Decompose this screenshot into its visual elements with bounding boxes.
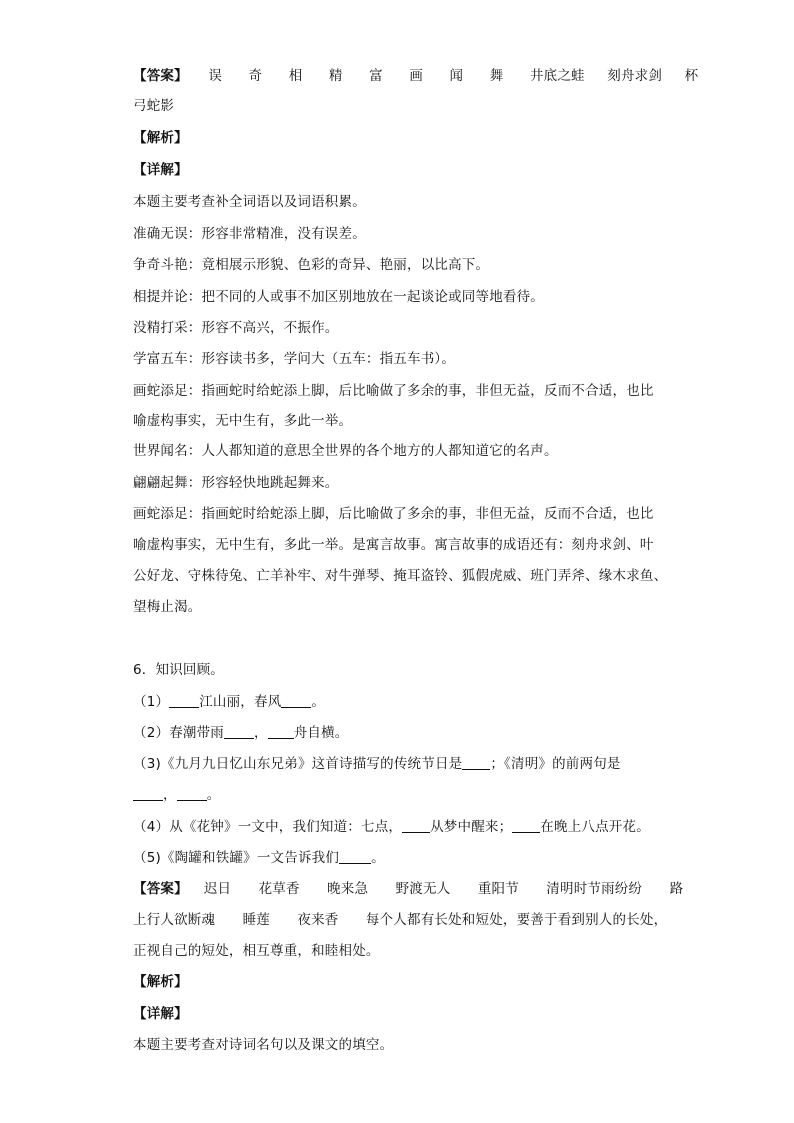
detail-line: 争奇斗艳：竟相展示形貌、色彩的奇异、艳丽，以比高下。 — [133, 257, 490, 273]
q6-title: 6．知识回顾。 — [133, 662, 224, 678]
answer-item: 舞 — [489, 68, 504, 84]
detail-line: 翩翩起舞：形容轻快地跳起舞来。 — [133, 475, 339, 491]
answer-tag: 【答案】 — [133, 68, 188, 84]
detail-tag: 【详解】 — [133, 1006, 188, 1022]
answer-items — [208, 68, 698, 84]
answer-item: 画 — [409, 68, 424, 84]
fill-blank — [281, 693, 311, 708]
fill-blank — [462, 755, 490, 770]
fill-blank — [268, 724, 294, 739]
item-text: 。 — [371, 850, 385, 866]
q6-item-3 — [133, 754, 621, 774]
detail-line: 本题主要考查补全词语以及词语积累。 — [133, 194, 366, 210]
answer-item: 精 — [328, 68, 343, 84]
detail-line: 画蛇添足：指画蛇时给蛇添上脚，后比喻做了多余的事，非但无益，反而不合适，也比 — [133, 506, 654, 522]
detail-line: 世界闻名：人人都知道的意思全世界的各个地方的人都知道它的名声。 — [133, 443, 558, 459]
fill-blank — [133, 786, 163, 801]
answer-item: 富 — [369, 68, 383, 84]
item-text: ， — [254, 725, 268, 741]
q6-item-4 — [133, 817, 650, 837]
q6-item-1 — [133, 692, 325, 712]
detail-tag: 【详解】 — [133, 162, 188, 178]
item-text: 舟自横。 — [293, 725, 349, 741]
detail-line: 画蛇添足：指画蛇时给蛇添上脚，后比喻做了多余的事，非但无益，反而不合适，也比 — [133, 383, 654, 399]
fill-blank — [177, 786, 207, 801]
answer-text: 迟日 花草香 晚来急 野渡无人 重阳节 清明时节雨纷纷 路 — [203, 881, 684, 897]
item-text: 在晚上八点开花。 — [540, 819, 650, 835]
fill-blank — [512, 818, 540, 833]
item-text: （4）从《花钟》一文中，我们知道：七点， — [133, 819, 403, 835]
analysis-tag: 【解析】 — [133, 130, 188, 146]
q5-answer-cont: 弓蛇影 — [133, 98, 175, 114]
fill-blank — [339, 849, 371, 864]
q6-item-2 — [133, 723, 349, 743]
fill-blank — [169, 693, 199, 708]
item-text: （1） — [133, 694, 170, 710]
item-text: ， — [163, 787, 177, 803]
item-text: 从梦中醒来； — [430, 819, 513, 835]
item-text: 。 — [206, 787, 221, 803]
fill-blank — [402, 818, 430, 833]
q6-item-5 — [133, 848, 385, 868]
detail-line: 本题主要考查对诗词名句以及课文的填空。 — [133, 1037, 394, 1053]
answer-item: 闻 — [449, 68, 464, 84]
detail-line: 没精打采：形容不高兴，不振作。 — [133, 320, 339, 336]
detail-line: 学富五车：形容读书多，学问大（五车：指五车书）。 — [133, 351, 456, 367]
detail-line: 望梅止渴。 — [133, 599, 202, 615]
q6-answer-line — [133, 879, 683, 899]
detail-line: 准确无误：形容非常精准，没有误差。 — [133, 226, 366, 242]
answer-item: 刻舟求剑 — [607, 68, 663, 84]
answer-item: 井底之蛙 — [529, 68, 585, 84]
q6-answer-line: 上行人欲断魂 睡莲 夜来香 每个人都有长处和短处，要善于看到别人的长处， — [133, 912, 668, 928]
item-text: （3)《九月九日忆山东兄弟》这首诗描写的传统节日是 — [133, 756, 463, 772]
answer-item: 相 — [288, 68, 303, 84]
item-text: 。 — [311, 694, 326, 710]
detail-line: 相提并论：把不同的人或事不加区别地放在一起谈论或同等地看待。 — [133, 289, 544, 305]
detail-line: 喻虚构事实，无中生有，多此一举。是寓言故事。寓言故事的成语还有：刻舟求剑、叶 — [133, 537, 654, 553]
q6-answer-line: 正视自己的短处，相互尊重，和睦相处。 — [133, 943, 380, 959]
item-text: 江山丽，春风 — [199, 694, 282, 710]
q5-answer-line — [133, 66, 698, 86]
detail-line: 公好龙、守株待兔、亡羊补牢、对牛弹琴、掩耳盗铃、狐假虎威、班门弄斧、缘木求鱼、 — [133, 568, 668, 584]
item-text: （2）春潮带雨 — [133, 725, 224, 741]
answer-item: 杯 — [684, 68, 699, 84]
answer-item: 奇 — [248, 68, 263, 84]
answer-item: 误 — [208, 68, 223, 84]
item-text: （5)《陶罐和铁罐》一文告诉我们 — [133, 850, 340, 866]
q6-item-3-cont — [133, 785, 220, 805]
analysis-tag: 【解析】 — [133, 974, 188, 990]
detail-line: 喻虚构事实，无中生有，多此一举。 — [133, 413, 353, 429]
item-text: ；《清明》的前两句是 — [490, 756, 621, 772]
answer-tag: 【答案】 — [133, 881, 188, 897]
fill-blank — [224, 724, 254, 739]
